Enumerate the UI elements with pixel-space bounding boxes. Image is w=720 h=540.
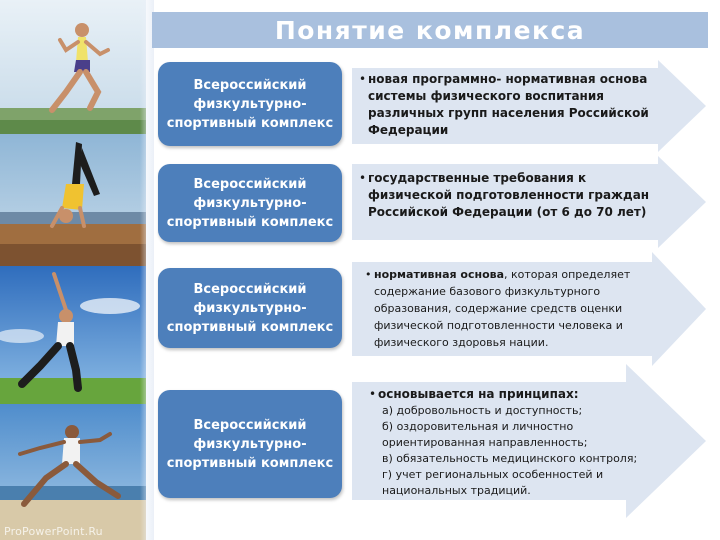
desc-bold: государственные требования к физической подготовленности граждан Российской Федерации (от 6 до 70 лет) xyxy=(368,171,650,219)
complex-pill-3: Всероссийский физкультурно-спортивный комплекс xyxy=(158,268,342,348)
page-title: Понятие комплекса xyxy=(274,16,586,45)
jump-photo xyxy=(0,404,146,540)
desc-item xyxy=(374,266,644,351)
desc-item xyxy=(368,71,658,139)
desc-item xyxy=(378,386,638,403)
watermark: ProPowerPoint.Ru xyxy=(4,525,103,538)
principle-item: а) добровольность и доступность; xyxy=(382,404,583,417)
desc-item xyxy=(368,170,654,221)
principle-item: в) обязательность медицинского контроля; xyxy=(382,452,638,465)
desc-text: , которая определяет содержание базового физкультурного образования, содержание средств оценки физической подготовленности человека и физического здоровья нации. xyxy=(374,268,631,349)
desc-bold: основывается на принципах: xyxy=(378,387,579,401)
desc-1 xyxy=(358,71,658,139)
principle-item: б) оздоровительная и личностно ориентированная направленность; xyxy=(382,420,588,449)
desc-bold: новая программно- нормативная основа системы физического воспитания различных групп населения Российской Федерации xyxy=(368,72,649,137)
desc-bold: нормативная основа xyxy=(374,268,505,281)
title-bar xyxy=(152,12,708,48)
runner-photo xyxy=(0,0,146,134)
complex-pill-2: Всероссийский физкультурно-спортивный комплекс xyxy=(158,164,342,242)
stretch-photo xyxy=(0,266,146,404)
desc-3 xyxy=(364,266,644,351)
handstand-photo xyxy=(0,134,146,266)
complex-pill-1: Всероссийский физкультурно-спортивный комплекс xyxy=(158,62,342,146)
photo-strip xyxy=(0,0,146,540)
desc-4 xyxy=(368,386,638,499)
complex-pill-4: Всероссийский физкультурно-спортивный комплекс xyxy=(158,390,342,498)
desc-2 xyxy=(358,170,654,221)
principle-item: г) учет региональных особенностей и национальных традиций. xyxy=(382,468,604,497)
strip-fade xyxy=(140,0,154,540)
